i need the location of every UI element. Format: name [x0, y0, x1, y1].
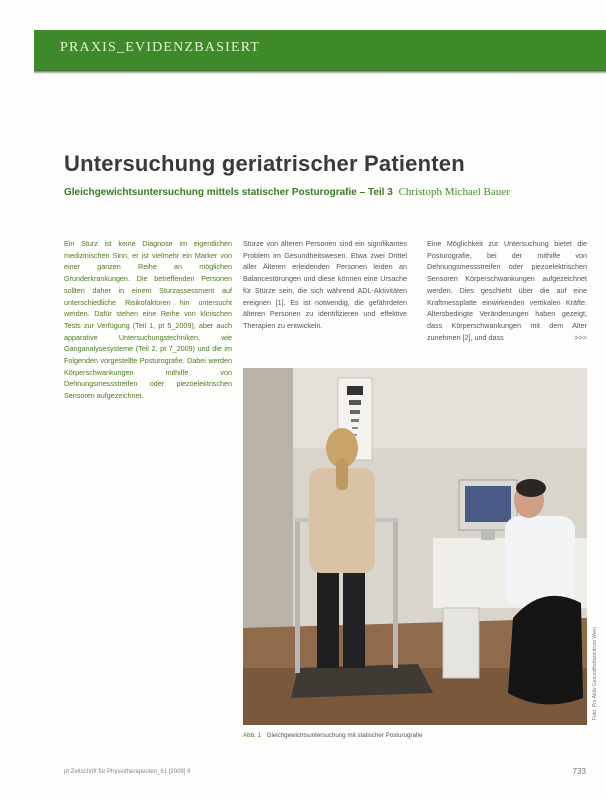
cabinet: [443, 608, 479, 678]
body-column-3-text: Eine Möglichkeit zur Untersuchung bietet die Posturografie, bei der mithilfe von Dehnungsmessstreifen oder piezoelektrischen Sensoren Körperschwankungen aufgezeichnet werden. Dies geschieht über die auf eine Kraftmessplatte einwirkenden vertikalen Kräfte. Altersbedingte Veränderungen haben gezeigt, dass Körperschwankungen mit dem Alter zunehmen [2], und dass: [427, 239, 587, 342]
section-label: PRAXIS_EVIDENZBASIERT: [60, 40, 261, 55]
body-column-2: Stürze von älteren Personen sind ein signifikantes Problem im Gesundheitswesen. Etwa zwei Drittel aller Älteren erleidenden Personen leiden an Balancestörungen und diese können eine Ursache für Stürze sein, die sich während ADL-Aktivitäten ereignen [1]. Es ist notwendig, die gefährdeten älteren Personen zu identifizieren und effektive Therapien zu entwickeln.: [243, 239, 407, 330]
article-title: Untersuchung geriatrischer Patienten: [64, 151, 465, 176]
force-plate: [291, 664, 433, 698]
figure-label: Abb. 1: [243, 732, 261, 739]
patient-ponytail: [336, 458, 348, 490]
figure-caption: [243, 732, 422, 739]
eye-chart-line: [347, 386, 363, 395]
intro-column: Ein Sturz ist keine Diagnose im eigentlichen medizinischen Sinn, er ist vielmehr ein Marker von einer ganzen Reihe an möglichen Grunderkrankungen. Die betreffenden Personen sollten daher in einem Sturzassessment auf unterschiedliche Risikofaktoren hin untersucht werden. Dafür stehen eine Reihe von klinischen Tests zur Verfügung (Teil 1, pt 5_2009), aber auch apparative Untersuchungstechniken, wie Ganganalysesysteme (Teil 2, pt 7_2009) und die im Folgenden vorgestellte Posturografie. Dabei werden Körperschwankungen mithilfe von Dehnungsmessstreifen oder piezoelektrischen Sensoren aufgezeichnet.: [64, 239, 232, 401]
monitor-stand: [481, 530, 495, 540]
walker-left-leg: [295, 518, 300, 673]
eye-chart-line: [350, 410, 360, 414]
eye-chart-line: [352, 427, 358, 429]
patient-leg-left: [317, 568, 339, 668]
monitor-screen: [465, 486, 511, 522]
patient-leg-right: [343, 568, 365, 668]
section-header-shadow: [34, 70, 606, 74]
photo-credit: Foto: Pro Aktiv Gesundheitszentrum Wien: [592, 627, 598, 720]
examiner-hair: [516, 479, 546, 497]
eye-chart-line: [349, 400, 361, 405]
page-number: 733: [572, 767, 586, 776]
subtitle-text: Gleichgewichtsuntersuchung mittels statischer Posturografie – Teil 3: [64, 187, 393, 198]
continue-marker: >>>: [574, 332, 587, 342]
examiner-coat: [505, 516, 575, 606]
body-column-3: [427, 238, 587, 343]
article-author: Christoph Michael Bauer: [398, 186, 510, 198]
photo-illustration: [243, 368, 587, 725]
figure-caption-text: Gleichgewichtsuntersuchung mit statischer Posturografie: [266, 732, 423, 739]
photo-wall-light: [243, 368, 587, 448]
walker-right-leg: [393, 518, 398, 668]
eye-chart-line: [351, 419, 359, 422]
article-subtitle: [64, 186, 510, 198]
journal-footer: pt Zeitschrift für Physiotherapeuten_61 [2009] 8: [64, 769, 191, 775]
figure-photo: [243, 368, 587, 725]
office-chair: [508, 596, 583, 705]
